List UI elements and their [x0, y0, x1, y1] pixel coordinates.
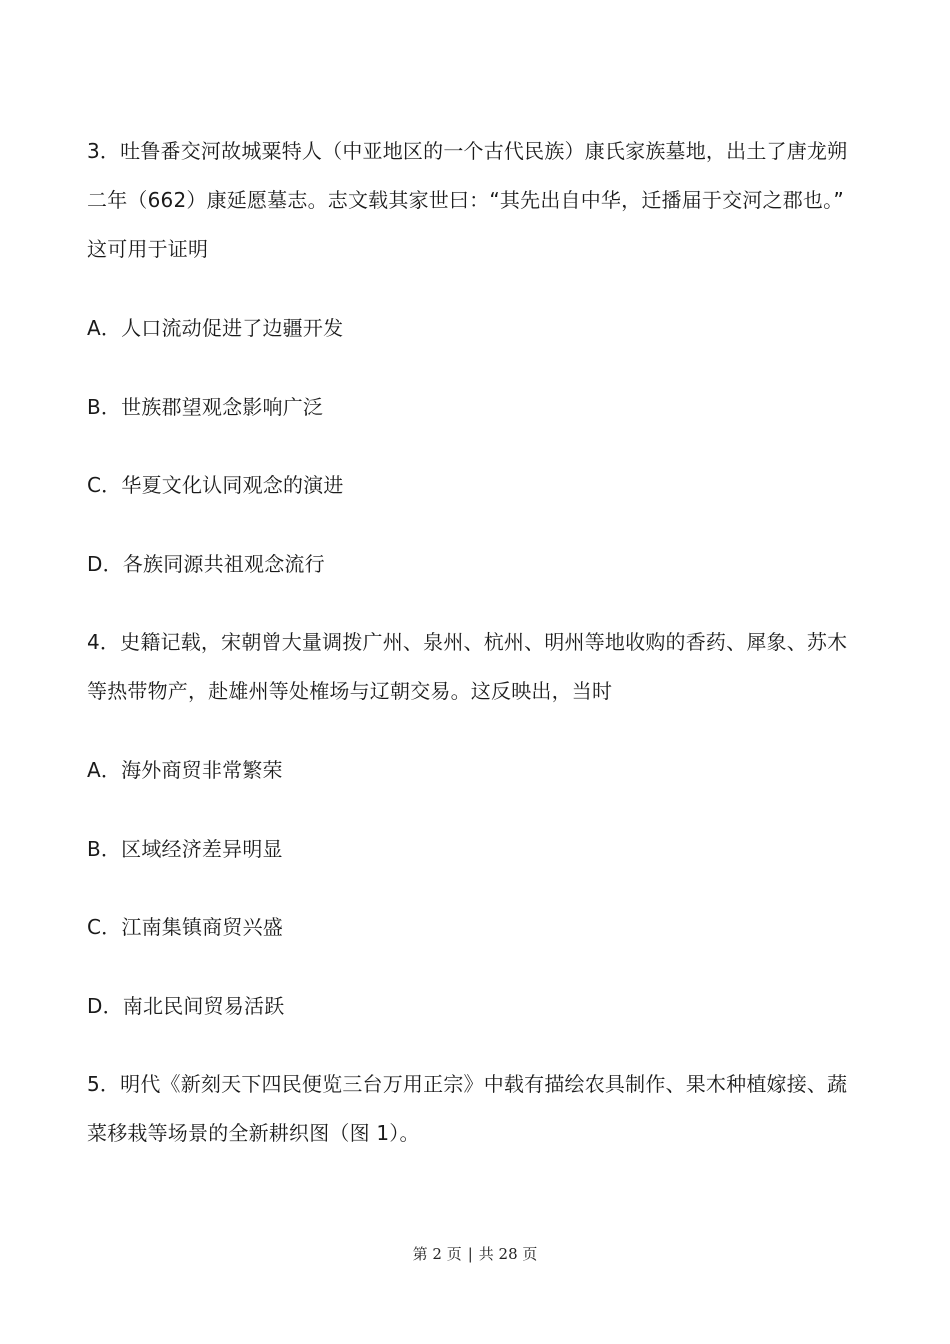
footer-separator: |	[467, 1245, 473, 1263]
total-pages-label: 共 28 页	[478, 1245, 538, 1263]
question-3-option-b: B．世族郡望观念影响广泛	[87, 395, 324, 419]
question-3-stem-line-3: 这可用于证明	[87, 237, 209, 261]
page-number-label: 第 2 页	[412, 1245, 462, 1263]
question-3-stem-line-2: 二年（662）康延愿墓志。志文载其家世曰：“其先出自中华，迁播届于交河之郡也。”	[87, 188, 844, 212]
question-4-option-b: B．区域经济差异明显	[87, 837, 283, 861]
question-4-stem-line-1: 4．史籍记载，宋朝曾大量调拨广州、泉州、杭州、明州等地收购的香药、犀象、苏木	[87, 630, 848, 654]
question-5-stem-line-2: 菜移栽等场景的全新耕织图（图 1）。	[87, 1121, 420, 1145]
question-4-option-d: D．南北民间贸易活跃	[87, 994, 285, 1018]
question-3-option-d: D．各族同源共祖观念流行	[87, 552, 325, 576]
question-5-stem-line-1: 5．明代《新刻天下四民便览三台万用正宗》中载有描绘农具制作、果木种植嫁接、蔬	[87, 1072, 848, 1096]
question-4-option-c: C．江南集镇商贸兴盛	[87, 915, 283, 939]
question-3-option-a: A．人口流动促进了边疆开发	[87, 316, 344, 340]
question-3-stem-line-1: 3．吐鲁番交河故城粟特人（中亚地区的一个古代民族）康氏家族墓地，出土了唐龙朔	[87, 139, 848, 163]
question-4-option-a: A．海外商贸非常繁荣	[87, 758, 283, 782]
page-footer	[0, 1244, 950, 1264]
question-3-option-c: C．华夏文化认同观念的演进	[87, 473, 344, 497]
question-4-stem-line-2: 等热带物产，赴雄州等处榷场与辽朝交易。这反映出，当时	[87, 679, 613, 703]
